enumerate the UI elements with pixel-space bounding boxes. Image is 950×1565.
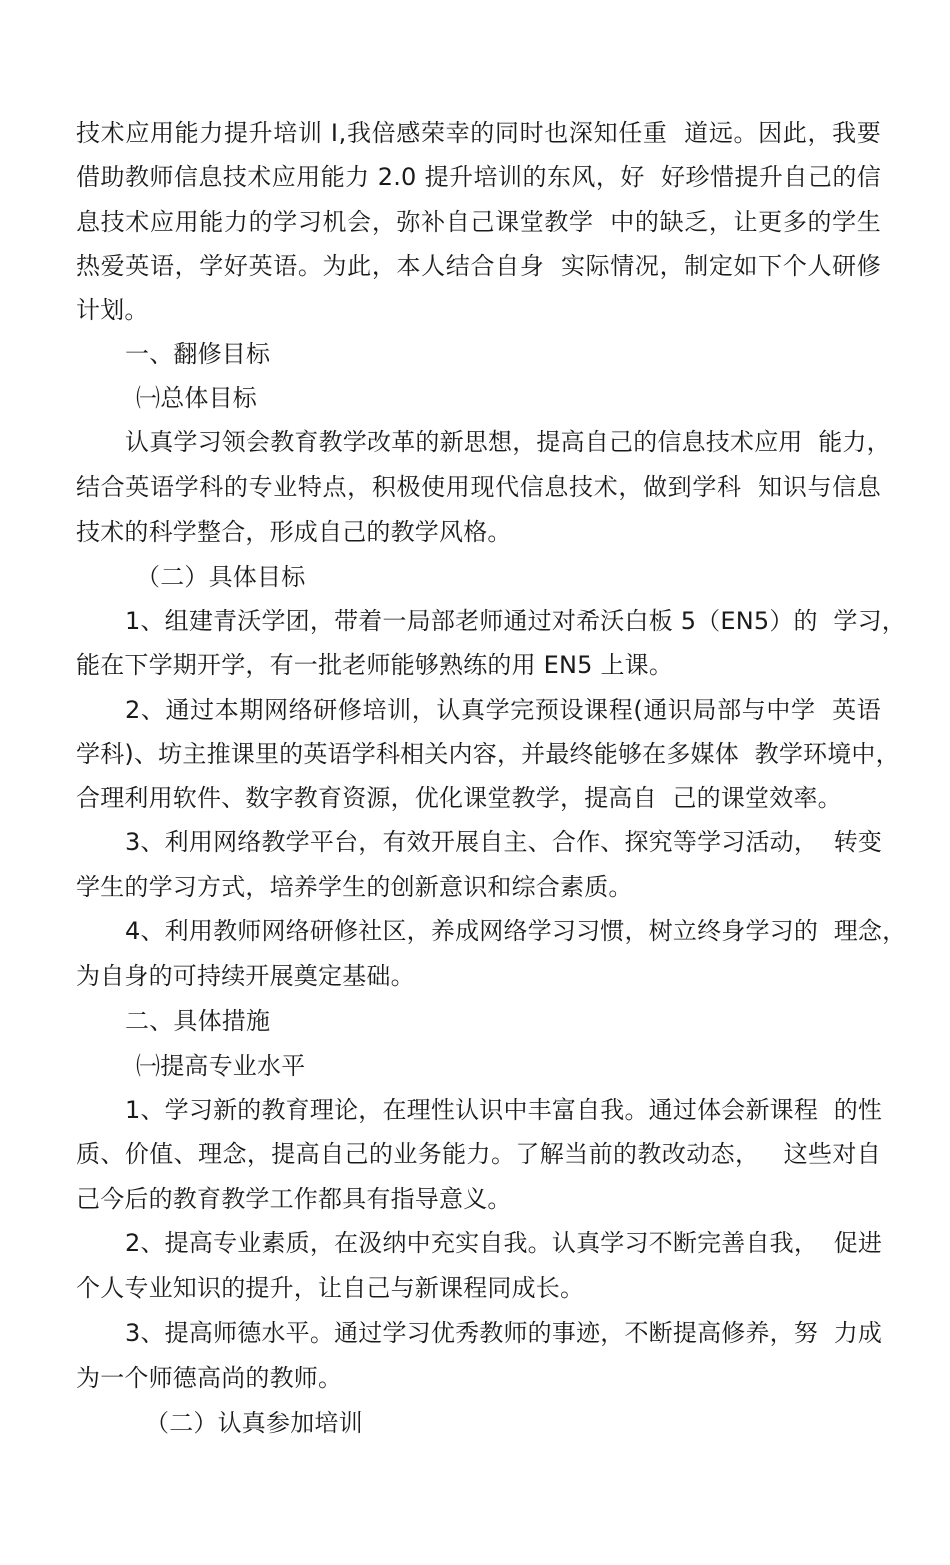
list-item-line: 1、学习新的教育理论，在理性认识中丰富自我。通过体会新课程 的性 (125, 1096, 883, 1124)
list-item-line: 质、价值、理念，提高自己的业务能力。了解当前的教改动态， 这些对自 (76, 1140, 881, 1168)
list-item-line: 为自身的可持续开展奠定基础。 (76, 962, 415, 990)
body-line-2: 借助教师信息技术应用能力 2.0 提升培训的东风，好 好珍惜提升自己的信 (76, 163, 881, 191)
list-item-line: 为一个师德高尚的教师。 (76, 1364, 343, 1392)
body-line-3: 息技术应用能力的学习机会，弥补自己课堂教学 中的缺乏，让更多的学生 (76, 208, 881, 236)
list-item-line: 1、组建青沃学团，带着一局部老师通过对希沃白板 5（EN5）的 学习， (125, 607, 907, 635)
list-item-line: 合理利用软件、数字教育资源，优化课堂教学，提高自 己的课堂效率。 (76, 784, 842, 812)
paragraph-line: 技术的科学整合，形成自己的教学风格。 (76, 518, 512, 546)
body-line-4: 热爱英语，学好英语。为此，本人结合自身 实际情况，制定如下个人研修 (76, 252, 881, 280)
section-heading-2: 二、具体措施 (125, 1007, 271, 1035)
subsection-heading-2: （二）具体目标 (136, 563, 306, 591)
list-item-line: 学生的学习方式，培养学生的创新意识和综合素质。 (76, 873, 633, 901)
list-item-line: 个人专业知识的提升，让自己与新课程同成长。 (76, 1274, 585, 1302)
list-item-line: 2、提高专业素质，在汲纳中充实自我。认真学习不断完善自我， 促进 (125, 1229, 883, 1257)
list-item-line: 2、通过本期网络研修培训，认真学完预设课程(通识局部与中学 英语 (125, 696, 881, 724)
list-item-line: 3、提高师德水平。通过学习优秀教师的事迹，不断提高修养，努 力成 (125, 1319, 883, 1347)
list-item-line: 己今后的教育教学工作都具有指导意义。 (76, 1185, 512, 1213)
body-line-1: 技术应用能力提升培训 Ⅰ,我倍感荣幸的同时也深知任重 道远。因此，我要 (76, 119, 881, 147)
subsection-heading-1: ㈠总体目标 (136, 384, 257, 412)
paragraph-line: 结合英语学科的专业特点，积极使用现代信息技术，做到学科 知识与信息 (76, 473, 881, 501)
paragraph-line: 认真学习领会教育教学改革的新思想，提高自己的信息技术应用 能力， (125, 428, 891, 456)
list-item-line: 能在下学期开学，有一批老师能够熟练的用 EN5 上课。 (76, 651, 674, 679)
list-item-line: 4、利用教师网络研修社区，养成网络学习习惯，树立终身学习的 理念， (125, 917, 907, 945)
body-line-5: 计划。 (76, 296, 149, 324)
list-item-line: 3、利用网络教学平台，有效开展自主、合作、探究等学习活动， 转变 (125, 828, 883, 856)
subsection-heading-4: （二）认真参加培训 (145, 1409, 363, 1437)
list-item-line: 学科)、坊主推课里的英语学科相关内容，并最终能够在多媒体 教学环境中， (76, 740, 900, 768)
subsection-heading-3: ㈠提高专业水平 (136, 1052, 306, 1080)
section-heading-1: 一、翻修目标 (125, 340, 271, 368)
